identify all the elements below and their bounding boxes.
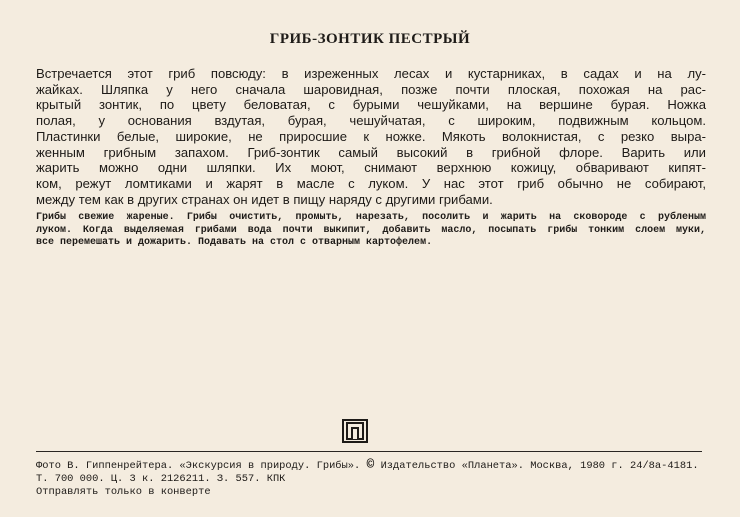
imprint-line-1 <box>36 459 716 473</box>
page-title: ГРИБ-ЗОНТИК ПЕСТРЫЙ <box>269 31 471 47</box>
imprint <box>36 459 716 498</box>
photo-credit: Фото В. Гиппенрейтера. «Экскурсия в природу. Грибы». <box>36 460 361 472</box>
publisher-logo-icon <box>342 419 368 443</box>
recipe-line: луком. Когда выделяемая грибами вода почти выкипит, добавить масло, посыпать грибы тонким слоем муки, <box>36 224 706 236</box>
divider-line <box>36 451 702 452</box>
description-line: жарить можно одни шляпки. Их моют, снимают верхнюю кожицу, обваривают кипят- <box>36 160 706 176</box>
description-line: Пластинки белые, широкие, не приросшие к ножке. Мякоть волокнистая, с резко выра- <box>36 128 706 144</box>
publisher-info: Издательство «Планета». Москва, 1980 г. 24/8а-4181. <box>380 460 699 472</box>
description-line: женным грибным запахом. Гриб-зонтик самый высокий в грибной флоре. Варить или <box>36 144 706 160</box>
imprint-line-3: Отправлять только в конверте <box>36 485 211 498</box>
description-line: Встречается этот гриб повсюду: в изреженных лесах и кустарниках, в садах и на лу- <box>36 66 706 81</box>
description-line: между тем как в других странах он идет в пищу наряду с другими грибами. <box>36 191 493 207</box>
recipe-line: все перемешать и дожарить. Подавать на стол с отварным картофелем. <box>36 237 433 249</box>
copyright-icon: © <box>366 457 375 472</box>
description-line: полая, у основания вздутая, бурая, чешуйчатая, с широким, подвижным кольцом. <box>36 113 706 129</box>
description-line: крытый зонтик, по цвету беловатая, с бурыми чешуйками, на вершине бурая. Ножка <box>36 97 706 113</box>
description-line: ком, режут ломтиками и жарят в масле с луком. У нас этот гриб обычно не собирают, <box>36 175 706 191</box>
recipe-text <box>36 212 706 250</box>
recipe-line: Грибы свежие жареные. Грибы очистить, промыть, нарезать, посолить и жарить на сковороде с рубленым <box>36 212 706 223</box>
description-line: жайках. Шляпка у него сначала шаровидная, позже почти плоская, похожая на рас- <box>36 81 706 97</box>
imprint-line-2: Т. 700 000. Ц. 3 к. 2126211. З. 557. КПК <box>36 472 286 485</box>
description-text <box>36 66 706 207</box>
